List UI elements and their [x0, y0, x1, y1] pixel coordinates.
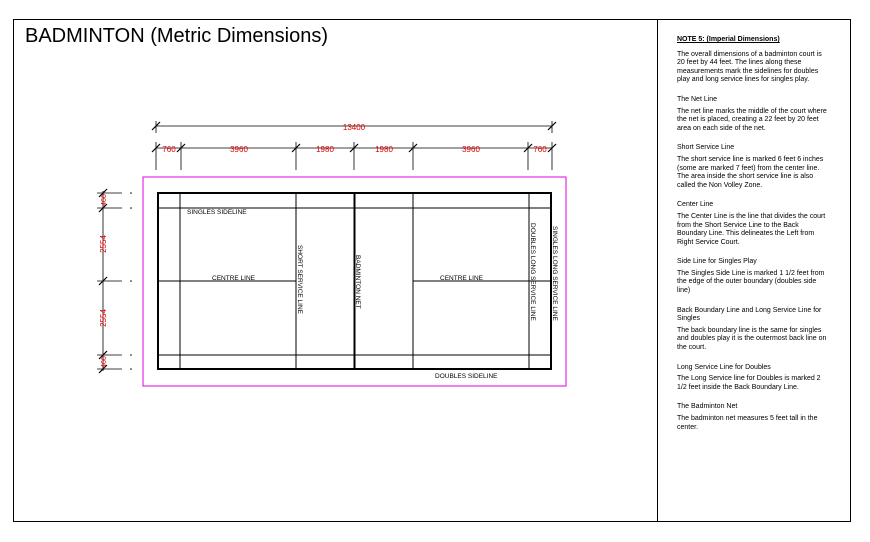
- centre-line-label-right: CENTRE LINE: [440, 275, 483, 282]
- note-text: The Long Service line for Doubles is marked 2 1/2 feet inside the Back Boundary Line.: [677, 375, 821, 391]
- segment-dimension-label: 760: [533, 145, 547, 154]
- reference-dot: [130, 354, 132, 356]
- badminton-net-label: BADMINTON NET: [354, 255, 361, 309]
- singles-sideline-label: SINGLES SIDELINE: [187, 209, 247, 216]
- segment-dimension-label: 760: [162, 145, 176, 154]
- reference-dot: [130, 280, 132, 282]
- note-title: Long Service Line for Doubles: [677, 363, 771, 371]
- side-dimension-label: 2554: [99, 309, 108, 327]
- short-service-line-label: SHORT SERVICE LINE: [296, 245, 303, 314]
- doubles-sideline-label: DOUBLES SIDELINE: [435, 373, 498, 380]
- note-text: The badminton net measures 5 feet tall in the center.: [677, 415, 818, 431]
- segment-dimension-label: 1980: [316, 145, 334, 154]
- segment-dimension-label: 1980: [375, 145, 393, 154]
- note-text: The Center Line is the line that divides the court from the Short Service Line to the Back Boundary Line. This delineates the Left from Right Service Court.: [677, 212, 826, 246]
- side-dimension-label: 460: [101, 194, 108, 206]
- reference-dot: [130, 207, 132, 209]
- note-text: The back boundary line is the same for singles and doubles play it is the outermost back line on the court.: [677, 326, 827, 352]
- note-text: The Singles Side Line is marked 1 1/2 feet from the edge of the outer boundary (doubles side line): [677, 269, 825, 295]
- overall-dimension-label: 13400: [342, 123, 366, 132]
- notes-heading: NOTE 5: (Imperial Dimensions): [677, 36, 780, 43]
- court-label-group: [187, 209, 558, 380]
- note-text: The net line marks the middle of the court where the net is placed, creating a 22 feet by 20 feet area on each side of the net.: [677, 107, 827, 132]
- side-dimension-label: 460: [101, 356, 108, 368]
- reference-dot: [130, 192, 132, 194]
- note-title: Side Line for Singles Play: [677, 258, 757, 266]
- reference-dots: [130, 192, 132, 370]
- note-text: The short service line is marked 6 feet 6 inches (some are marked 7 feet) from the center line. The area inside the short service line is also called the Non Volley Zone.: [677, 155, 824, 189]
- segment-dimension-label: 3960: [230, 145, 248, 154]
- note-title: Center Line: [677, 201, 714, 209]
- reference-dot: [130, 368, 132, 370]
- note-title: The Net Line: [677, 95, 718, 103]
- drawing-title: BADMINTON (Metric Dimensions): [25, 25, 328, 47]
- segment-dimension-label: 3960: [462, 145, 480, 154]
- dimension-text: [99, 123, 547, 368]
- side-dimensions: [97, 189, 122, 373]
- centre-line-label-left: CENTRE LINE: [212, 275, 255, 282]
- doubles-long-service-line-label: DOUBLES LONG SERVICE LINE: [529, 223, 536, 321]
- side-dimension-label: 2554: [99, 235, 108, 253]
- note-title: Short Service Line: [677, 144, 735, 152]
- notes-intro: The overall dimensions of a badminton court is 20 feet by 44 feet. The lines along these measurements mark the sidelines for doubles play and long service lines for singles play.: [677, 50, 822, 84]
- note-title: The Badminton Net: [677, 403, 738, 411]
- note-title: Back Boundary Line and Long Service Line for Singles: [677, 306, 822, 323]
- singles-long-service-line-label: SINGLES LONG SERVICE LINE: [551, 226, 558, 321]
